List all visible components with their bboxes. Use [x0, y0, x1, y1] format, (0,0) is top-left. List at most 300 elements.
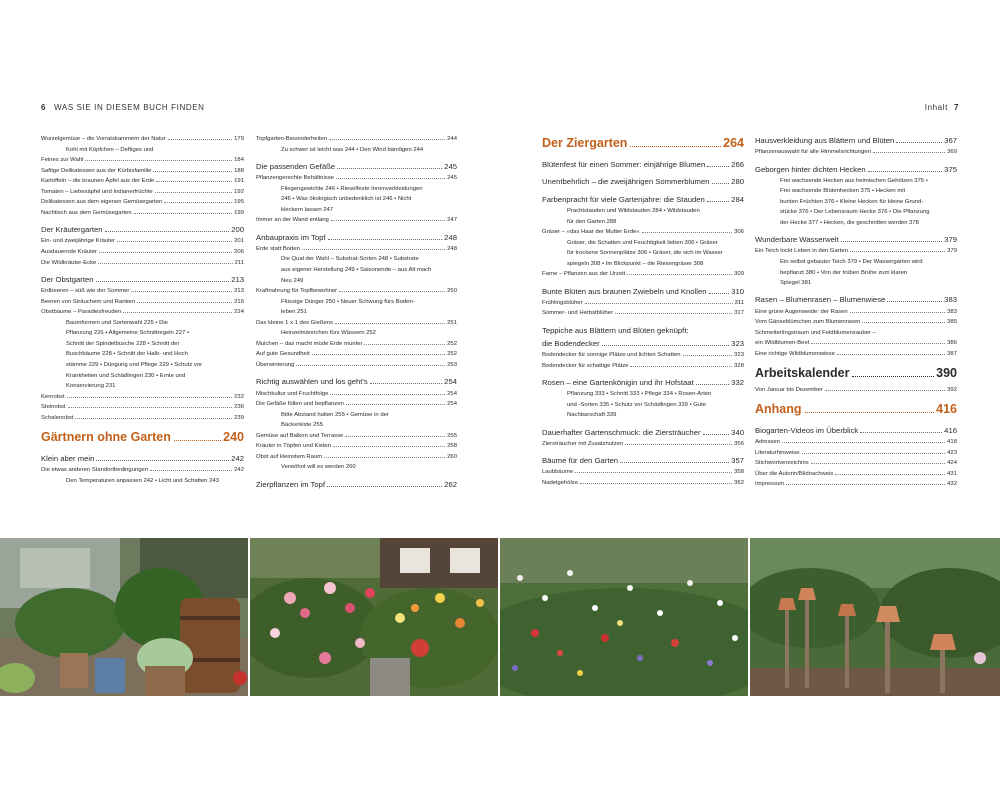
toc-entry-title: Teppiche aus Blättern und Blüten geknüpft: [542, 325, 689, 335]
toc-page-number: 284 [731, 194, 744, 204]
toc-leader-dots [329, 139, 445, 140]
toc-entry-title: Wunderbare Wasserwelt [755, 235, 839, 245]
toc-subentry: Neu 249 [281, 277, 304, 284]
toc-page-number: 387 [947, 350, 957, 357]
toc-subentry: Den Temperaturen anpassen 242 • Licht und Schatten 243 [66, 477, 219, 484]
toc-leader-dots [712, 183, 730, 184]
toc-entry-title: Immer an der Wand entlang [256, 217, 329, 224]
toc-leader-dots [841, 241, 942, 242]
toc-entry [41, 260, 244, 267]
toc-entry [256, 217, 457, 224]
toc-leader-dots [703, 434, 730, 435]
toc-entry-title: Gärtnern ohne Garten [41, 430, 171, 445]
toc-entry-title: Rosen – eine Gartenkönigin und ihr Hofstaat [542, 378, 694, 387]
running-title-left: WAS SIE IN DIESEM BUCH FINDEN [54, 103, 205, 112]
toc-page-number: 367 [944, 136, 957, 145]
toc-entry-title: Ein- und zweijährige Kräuter [41, 238, 115, 245]
toc-entry [256, 341, 457, 348]
toc-leader-dots [153, 171, 232, 172]
toc-entry [256, 288, 457, 295]
toc-entry-title: Der Ziergarten [542, 136, 628, 150]
toc-section-heading [41, 275, 244, 285]
toc-page-number: 242 [234, 466, 244, 473]
toc-entry [256, 175, 457, 182]
toc-section-heading [755, 426, 957, 436]
toc-leader-dots [602, 345, 729, 346]
toc-leader-dots [137, 302, 232, 303]
toc-subentry: Flüssige Dünger 250 • Neuer Schwung fürs Boden- [281, 298, 415, 305]
toc-entry [41, 299, 244, 306]
running-head-right [925, 103, 959, 112]
toc-page-number: 245 [447, 175, 457, 182]
toc-leader-dots [802, 453, 946, 454]
toc-entry-title: Saftige Delikatessen aus der Kürbisfamilie [41, 167, 152, 174]
toc-page-number: 254 [447, 401, 457, 408]
toc-entry [256, 433, 457, 440]
toc-entry [41, 210, 244, 217]
toc-chapter-heading [41, 430, 244, 446]
toc-leader-dots [642, 232, 733, 233]
page-number-left: 6 [41, 103, 47, 112]
toc-entry-title: Dauerhafter Gartenschmuck: die Ziersträucher [542, 427, 701, 437]
toc-section-heading [41, 454, 244, 464]
toc-chapter-heading [755, 402, 957, 418]
toc-entry [755, 481, 957, 488]
toc-leader-dots [324, 457, 445, 458]
toc-entry-title: Steinobst [41, 404, 66, 411]
toc-section-heading [41, 225, 244, 235]
toc-subentry: Baumformen und Sortenwahl 225 • Die [66, 319, 168, 326]
toc-entry [755, 439, 957, 446]
toc-page-number: 248 [447, 245, 457, 252]
toc-subentry: Prachtstauden und Wildstauden 284 • Wildstauden [567, 208, 700, 214]
toc-page-number: 432 [947, 481, 957, 488]
toc-page-number: 375 [944, 164, 957, 174]
toc-leader-dots [868, 171, 942, 172]
toc-entry [755, 460, 957, 467]
toc-subentry: Nachbarschaft 339 [567, 412, 617, 419]
toc-leader-dots [625, 444, 732, 445]
toc-entry-title: Obst auf kleinstem Raum [256, 453, 323, 460]
toc-leader-dots [328, 239, 443, 240]
toc-leader-dots [896, 142, 942, 143]
toc-entry-title: Adressen [755, 438, 780, 445]
toc-leader-dots [331, 220, 445, 221]
toc-subentry: Krankheiten und Schädlingen 230 • Ernte und [66, 372, 186, 379]
toc-leader-dots [630, 366, 732, 367]
toc-entry [41, 178, 244, 185]
toc-leader-dots [825, 390, 945, 391]
toc-subentry: und -Sorten 335 • Schutz vor Schädlingen 339 • Gute [567, 401, 707, 408]
toc-entry-title: Die Gefäße füllen und bepflanzen [256, 401, 344, 408]
toc-leader-dots [134, 213, 232, 214]
toc-entry [256, 320, 457, 327]
toc-subentry: 246 • Was ökologisch unbedenklich ist 246 • Nicht [281, 196, 412, 203]
toc-entry-title: Ausdauernde Kräuter [41, 249, 97, 255]
toc-entry-title: Die passenden Gefäße [256, 161, 336, 171]
toc-entry-title: Erde statt Boden [256, 245, 300, 252]
toc-page-number: 248 [444, 232, 457, 242]
toc-leader-dots [67, 397, 233, 398]
toc-entry [542, 352, 744, 359]
toc-entry-title: Geborgen hinter dichten Hecken [755, 164, 866, 174]
toc-leader-dots [99, 252, 232, 253]
toc-leader-dots [150, 470, 232, 471]
toc-subentry: Kohl mit Köpfchen – Deftiges und [66, 146, 154, 153]
toc-entry-title: Laubbäume [542, 469, 574, 476]
toc-page-number: 201 [234, 238, 244, 245]
toc-leader-dots [312, 354, 445, 355]
toc-section-heading [755, 235, 957, 245]
toc-subentry: Konservierung 231 [66, 383, 116, 390]
toc-leader-dots [852, 376, 934, 377]
toc-entry [256, 391, 457, 398]
toc-page-number: 188 [234, 167, 244, 174]
toc-page-number: 213 [234, 288, 244, 295]
toc-leader-dots [330, 394, 445, 395]
toc-entry-title: Ein Teich lockt Leben in den Garten [755, 248, 848, 255]
toc-leader-dots [811, 463, 945, 464]
toc-entry-title: die Bodendecker [542, 338, 600, 348]
toc-entry [41, 238, 244, 245]
toc-subentry: Verwöhnt will es werden 260 [281, 464, 356, 471]
toc-entry-title: Nachtisch aus dem Gemüsegarten [41, 209, 132, 216]
toc-section-heading [542, 287, 744, 297]
toc-leader-dots [96, 281, 230, 282]
toc-entry [41, 136, 244, 143]
toc-entry [41, 467, 244, 474]
toc-entry-title: ein Wildblumen-Beet [755, 340, 810, 347]
toc-section-heading [542, 326, 744, 336]
toc-entry-title: Beeren von Sträuchern und Ranken [41, 298, 135, 305]
toc-page-number: 332 [731, 378, 744, 387]
toc-entry-title: Der Kräutergarten [41, 225, 103, 235]
toc-leader-dots [707, 201, 729, 202]
toc-entry-title: Anhang [755, 402, 802, 417]
toc-entry-title: Gräser – »das Haar der Mutter Erde« [542, 229, 640, 236]
toc-entry-title: Biogarten-Videos im Überblick [755, 425, 859, 435]
toc-section-heading [256, 162, 457, 172]
toc-subentry: der Hecke 377 • Hecken, die geschnitten werden 378 [780, 219, 919, 226]
photo-garden-clay-pots [750, 538, 1000, 696]
toc-page-number: 260 [447, 453, 457, 460]
toc-page-number: 431 [947, 470, 957, 477]
toc-entry-title: Farne – Pflanzen aus der Urzeit [542, 271, 626, 278]
toc-entry [755, 340, 957, 347]
photo-wildflower-meadow [500, 538, 748, 696]
toc-entry-title: Pflanzengerechte Behältnisse [256, 175, 334, 182]
toc-page-number: 424 [947, 460, 957, 467]
toc-leader-dots [156, 181, 232, 182]
toc-entry-title: Topfgarten-Besonderheiten [256, 136, 328, 142]
toc-subentry: Bäckerkiste 255 [281, 422, 323, 429]
toc-leader-dots [707, 166, 729, 167]
toc-entry [755, 309, 957, 316]
toc-entry-title: Zierpflanzen im Topf [256, 479, 326, 489]
toc-page-number: 242 [231, 453, 244, 463]
toc-leader-dots [68, 407, 233, 408]
toc-page-number: 416 [944, 425, 957, 435]
toc-page-number: 383 [947, 308, 957, 315]
toc-leader-dots [370, 383, 442, 384]
toc-entry-title: Eine grüne Augenweide: der Rasen [755, 308, 848, 315]
toc-entry-title: Impressum [755, 481, 785, 488]
toc-leader-dots [96, 460, 229, 461]
toc-leader-dots [174, 440, 221, 441]
toc-subentry: stücke 376 • Der Lebensraum Hecke 376 • Die Pflanzung [780, 209, 930, 216]
toc-page-number: 232 [234, 393, 244, 400]
toc-entry [41, 288, 244, 295]
toc-page-number: 317 [734, 310, 744, 317]
toc-entry-title: Frühlingsblüher [542, 299, 583, 306]
toc-page-number: 357 [731, 456, 744, 466]
toc-subentry: Zu schwer ist leicht was 244 • Den Wind bändigen 244 [281, 146, 424, 153]
toc-leader-dots [873, 152, 945, 153]
toc-subentry: für den Garten 288 [567, 218, 617, 225]
toc-page-number: 250 [447, 288, 457, 295]
toc-page-number: 262 [444, 479, 457, 489]
toc-leader-dots [337, 168, 442, 169]
toc-entry [41, 309, 244, 316]
toc-entry [256, 454, 457, 461]
toc-page-number: 311 [734, 299, 744, 306]
toc-leader-dots [696, 384, 729, 385]
toc-page-number: 358 [734, 469, 744, 476]
toc-column-1 [41, 136, 244, 488]
toc-entry-title: Rasen – Blumenrasen – Blumenwiese [755, 295, 886, 305]
toc-section-heading [542, 428, 744, 438]
toc-subentry: stämme 229 • Düngung und Pflege 229 • Schutz vor [66, 362, 203, 368]
toc-entry [256, 246, 457, 253]
toc-entry-title: Pflanzenauswahl für alle Himmelsrichtungen [755, 149, 871, 156]
toc-page-number: 328 [734, 362, 744, 369]
toc-subentry: aus eigener Herstellung 249 • Saisonende – aus Alt mach [281, 266, 432, 273]
toc-page-number: 340 [731, 427, 744, 437]
toc-entry-title: Klein aber mein [41, 453, 95, 463]
toc-chapter-heading [542, 136, 744, 152]
toc-section-heading [542, 160, 744, 170]
toc-page-number: 191 [234, 178, 244, 185]
toc-leader-dots [620, 462, 729, 463]
toc-page-number: 224 [234, 309, 244, 316]
toc-leader-dots [835, 474, 945, 475]
toc-page-number: 252 [447, 340, 457, 347]
toc-section-heading [256, 480, 457, 490]
toc-entry-title: Erdbeeren – süß wie der Sommer [41, 288, 130, 295]
toc-leader-dots [327, 486, 442, 487]
toc-entry-title: Hausverkleidung aus Blättern und Blüten [755, 136, 895, 145]
toc-leader-dots [615, 313, 732, 314]
toc-entry-title: Kartoffeln – die braunen Äpfel aus der Erde [41, 178, 155, 185]
toc-entry-title: Mischkultur und Fruchtfolge [256, 390, 329, 397]
toc-entry-title: Wurzelgemüse – die Vorratskammern der Natur [41, 136, 166, 142]
toc-page-number: 379 [947, 248, 957, 255]
toc-leader-dots [302, 249, 445, 250]
running-head-left [41, 103, 205, 112]
toc-section-heading [542, 339, 744, 349]
photo-potted-vegetables [0, 538, 248, 696]
toc-entry-title: Nadelgehölze [542, 479, 579, 486]
toc-entry-title: Kräuter in Töpfen und Kisten [256, 443, 331, 450]
toc-entry [542, 271, 744, 278]
page-number-right: 7 [953, 103, 959, 112]
toc-leader-dots [585, 303, 733, 304]
toc-page-number: 247 [447, 217, 457, 224]
toc-entry-title: Die Wildkräuter-Ecke [41, 259, 97, 266]
toc-entry-title: Anbaupraxis im Topf [256, 232, 326, 242]
toc-entry [256, 362, 457, 369]
toc-subentry: leben 251 [281, 309, 307, 316]
toc-page-number: 306 [734, 229, 744, 236]
toc-entry-title: Der Obstgarten [41, 274, 94, 284]
toc-entry [41, 415, 244, 422]
toc-leader-dots [123, 312, 232, 313]
toc-entry-title: Bodendecker für schattige Plätze [542, 362, 629, 369]
toc-entry [542, 480, 744, 487]
toc-subentry: Gräser, die Schatten und Feuchtigkeit lieben 306 • Gräser [567, 239, 718, 246]
toc-leader-dots [627, 274, 732, 275]
running-title-right: Inhalt [924, 103, 948, 112]
toc-entry-title: Schalenobst [41, 414, 74, 421]
toc-leader-dots [850, 251, 945, 252]
toc-leader-dots [131, 291, 232, 292]
toc-page-number: 369 [947, 149, 957, 156]
toc-entry-title: Feines zur Wahl [41, 157, 84, 164]
toc-entry-title: Richtig auswählen und los geht's [256, 377, 368, 387]
toc-leader-dots [786, 484, 945, 485]
toc-entry [41, 189, 244, 196]
toc-entry [41, 199, 244, 206]
toc-page-number: 309 [734, 271, 744, 278]
toc-column-3 [542, 136, 744, 490]
toc-subentry: Schnitt der Spindelbüsche 228 • Schnitt der [66, 340, 180, 347]
photo-summer-flower-border [250, 538, 498, 696]
toc-leader-dots [333, 446, 445, 447]
toc-entry-title: Delikatessen aus dem eigenen Gemüsegarten [41, 199, 163, 206]
toc-leader-dots [105, 231, 230, 232]
toc-entry-title: Blütenfest für einen Sommer: einjährige Blumen [542, 159, 706, 169]
toc-page-number: 254 [447, 390, 457, 397]
toc-leader-dots [805, 412, 935, 413]
toc-leader-dots [850, 312, 945, 313]
toc-page-number: 266 [731, 159, 744, 169]
toc-leader-dots [75, 418, 232, 419]
toc-section-heading [542, 195, 744, 205]
toc-entry [542, 469, 744, 476]
toc-leader-dots [811, 343, 945, 344]
toc-entry [755, 450, 957, 457]
toc-leader-dots [575, 472, 732, 473]
toc-entry [41, 249, 244, 256]
toc-subentry: Buschbäume 228 • Schnitt der Halb- und Hoch [66, 351, 188, 358]
toc-leader-dots [862, 322, 945, 323]
toc-entry [755, 248, 957, 255]
toc-page-number: 192 [234, 188, 244, 195]
toc-entry [256, 443, 457, 450]
toc-entry-title: Ziersträucher mit Zusatznutzen [542, 440, 624, 447]
toc-subentry: Pflanzung 226 • Allgemeine Schnittregeln 227 • [66, 330, 190, 337]
toc-subentry: Fliegengewichte 246 • Rieselfeste Innenverkleidungen [281, 185, 423, 192]
toc-leader-dots [164, 202, 232, 203]
toc-page-number: 216 [234, 298, 244, 305]
toc-chapter-heading [755, 366, 957, 382]
toc-entry-title: Kernobst [41, 393, 65, 400]
toc-leader-dots [887, 301, 942, 302]
toc-page-number: 245 [444, 161, 457, 171]
toc-page-number: 244 [447, 136, 457, 142]
toc-entry-title: Von Januar bis Dezember [755, 386, 823, 393]
toc-entry-title: Obstbäume – Paradiesfreuden [41, 309, 122, 316]
toc-page-number: 383 [944, 295, 957, 305]
toc-leader-dots [85, 160, 232, 161]
toc-entry [41, 404, 244, 411]
toc-page-number: 390 [936, 366, 957, 381]
toc-subentry: Frei wachsende Blütenhecken 375 • Hecken mit [780, 188, 906, 195]
toc-section-heading [755, 136, 957, 146]
toc-page-number: 418 [947, 438, 957, 445]
toc-section-heading [755, 295, 957, 305]
toc-entry-title: Auf gute Gesundheit [256, 351, 310, 358]
toc-entry-title: Die etwas anderen Standortbedingungen [41, 466, 149, 473]
toc-page-number: 392 [947, 386, 957, 393]
toc-page-number: 362 [734, 479, 744, 486]
toc-leader-dots [98, 263, 232, 264]
toc-leader-dots [782, 442, 945, 443]
toc-entry-title: Eine richtige Wildblumenwiese [755, 350, 835, 357]
toc-leader-dots [837, 354, 945, 355]
toc-subentry: kleckern lassen 247 [281, 206, 334, 213]
toc-subentry: Spiegel 381 [780, 280, 812, 287]
toc-section-heading [256, 233, 457, 243]
toc-entry-title: Farbenpracht für viele Gartenjahre: die Stauden [542, 194, 705, 204]
toc-entry [542, 363, 744, 370]
toc-entry-title: Vom Gänseblümchen zum Blumenrasen [755, 319, 861, 326]
toc-page-number: 258 [447, 443, 457, 450]
toc-subentry: Heinzelmännchen fürs Wässern 252 [281, 330, 376, 337]
toc-leader-dots [345, 436, 445, 437]
toc-entry-title: Unentbehrlich – die zweijährigen Sommerblumen [542, 177, 710, 187]
toc-page-number: 280 [731, 177, 744, 187]
toc-leader-dots [336, 178, 445, 179]
toc-leader-dots [860, 432, 942, 433]
toc-subentry: Die Qual der Wahl – Substrat-Sorten 248 • Substrate [281, 256, 419, 263]
toc-entry-title: Bunte Blüten aus braunen Zwiebeln und Knollen [542, 286, 707, 296]
toc-leader-dots [364, 344, 445, 345]
toc-subentry: spiegeln 308 • Im Blickpunkt – die Riesengräser 308 [567, 260, 704, 267]
toc-entry [41, 394, 244, 401]
toc-entry-title: Das kleine 1 x 1 des Gießens [256, 319, 333, 326]
toc-entry-title: Tomaten – Liebesäpfel und Indianerfrüchte [41, 188, 153, 195]
toc-entry-title: Stichwortverzeichnis [755, 460, 809, 467]
toc-leader-dots [335, 323, 445, 324]
toc-entry [755, 319, 957, 326]
toc-entry [755, 149, 957, 156]
toc-entry-title: Bäume für den Garten [542, 456, 619, 466]
toc-entry-title: Kraftnahrung für Topfbewohner [256, 288, 338, 295]
toc-entry-title: Gemüse auf Balkon und Terrasse [256, 432, 344, 439]
toc-page-number: 416 [936, 402, 957, 417]
toc-entry [755, 387, 957, 394]
toc-entry [256, 351, 457, 358]
toc-page-number: 310 [731, 286, 744, 296]
toc-entry [542, 300, 744, 307]
toc-section-heading [542, 456, 744, 466]
toc-page-number: 264 [723, 136, 744, 150]
toc-entry [542, 441, 744, 448]
toc-page-number: 179 [234, 136, 244, 142]
toc-leader-dots [630, 146, 721, 147]
toc-entry-title: Mulchen – das macht müde Erde munter [256, 340, 363, 347]
